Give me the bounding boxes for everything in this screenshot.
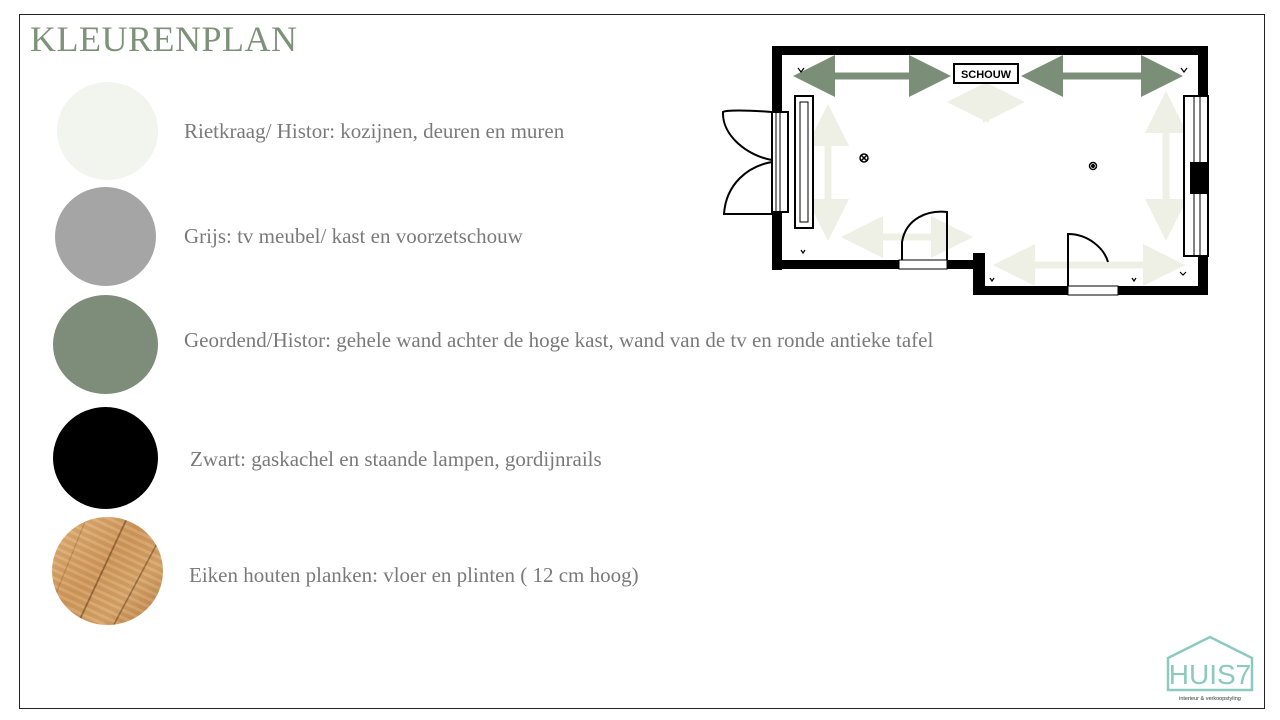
swatch-grijs bbox=[55, 187, 156, 286]
floorplan bbox=[718, 36, 1218, 304]
logo-name: HUIS7 bbox=[1168, 659, 1252, 690]
huis7-logo bbox=[1162, 634, 1258, 706]
swatch-eiken-hout bbox=[52, 517, 163, 625]
swatch-label-geordend: Geordend/Histor: gehele wand achter de hoge kast, wand van de tv en ronde antieke tafel bbox=[184, 328, 934, 352]
ceiling-light-icons bbox=[860, 154, 1097, 170]
page-title: KLEURENPLAN bbox=[30, 19, 298, 59]
swatch-label-eiken: Eiken houten planken: vloer en plinten ( 12 cm hoog) bbox=[189, 563, 639, 587]
swatch-label-grijs: Grijs: tv meubel/ kast en voorzetschouw bbox=[184, 224, 523, 248]
floorplan-light-arrows bbox=[828, 98, 1178, 265]
swatch-zwart bbox=[53, 407, 158, 509]
schouw-label: SCHOUW bbox=[960, 69, 1012, 81]
swatch-rietkraag bbox=[57, 82, 158, 180]
swatch-geordend bbox=[53, 295, 158, 394]
swatch-label-zwart: Zwart: gaskachel en staande lampen, gordijnrails bbox=[190, 447, 602, 471]
swatch-label-rietkraag: Rietkraag/ Histor: kozijnen, deuren en muren bbox=[184, 119, 565, 143]
logo-tagline: interieur & verkoopstyling bbox=[1179, 696, 1241, 702]
